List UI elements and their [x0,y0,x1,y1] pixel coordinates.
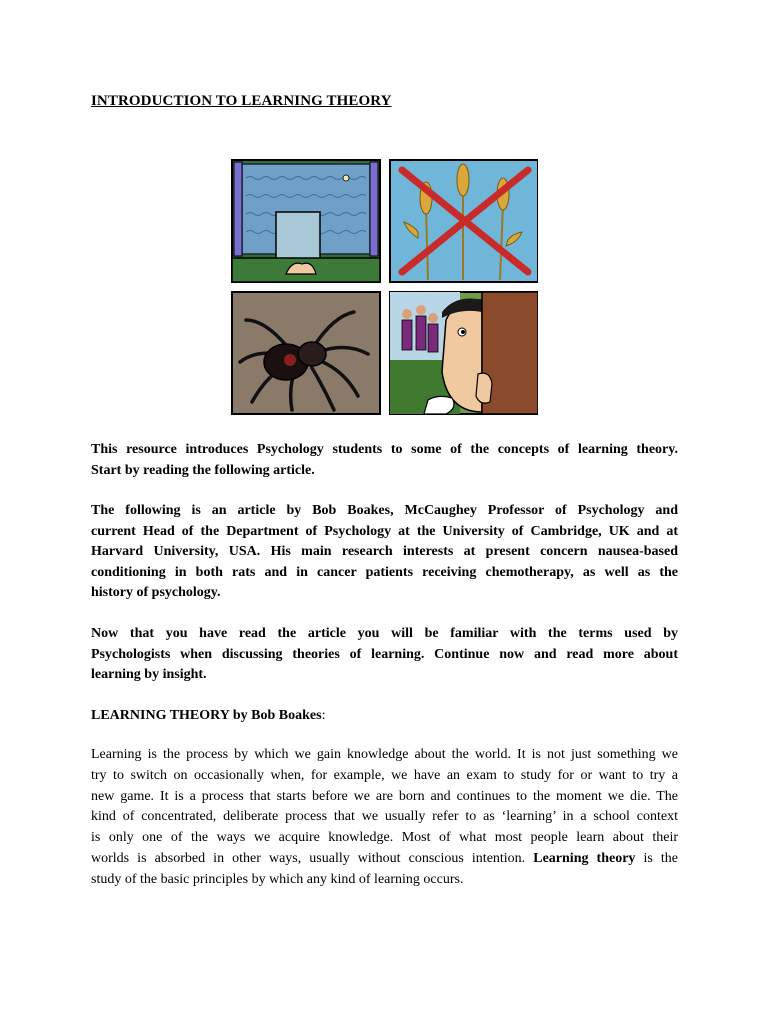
learning-theory-term: Learning theory [533,850,636,866]
followup-paragraph: Now that you have read the article you will be familiar with the terms used by Psychologists when discussing theories of learning. Continue now and read more about learning by insight. [91,626,678,682]
peeking-face-icon [390,292,538,414]
body-line-with-term: worlds is absorbed in other ways, usually without conscious intention. Learning theory is the [91,850,678,866]
page-title: INTRODUCTION TO LEARNING THEORY [91,93,392,109]
article-paragraph: The following is an article by Bob Boakes, McCaughey Professor of Psychology and current Head of the Department of Psychology at the University of Cambridge, UK and at Harvard University, USA. His main research interests at present concern nausea-based conditioning in both rats and in cancer patients receiving chemotherapy, as well as the history of psychology. [91,503,678,600]
section-heading: LEARNING THEORY by Bob Boakes: [91,708,326,723]
learning-illustration [230,158,538,416]
body-paragraph: Learning is the process by which we gain knowledge about the world. It is not just something we try to switch on occasionally when, for example, we have an exam to study for or want to try a new game. It is a process that starts before we are born and continues to the moment we die. The kind of concentrated, deliberate process that we usually refer to as ‘learning’ in a school context is only one of the ways we acquire knowledge. Most of what most people learn about their worlds is absorbed in other ways, usually without conscious intention. Learning theory is the study of the basic principles by which any kind of learning occurs. [91,747,678,887]
swimming-pool-diving-board-icon [232,160,380,282]
spider-icon [232,292,380,414]
crossed-out-wheat-icon [390,160,538,282]
intro-paragraph: This resource introduces Psychology students to some of the concepts of learning theory. Start by reading the following article. [91,442,678,478]
